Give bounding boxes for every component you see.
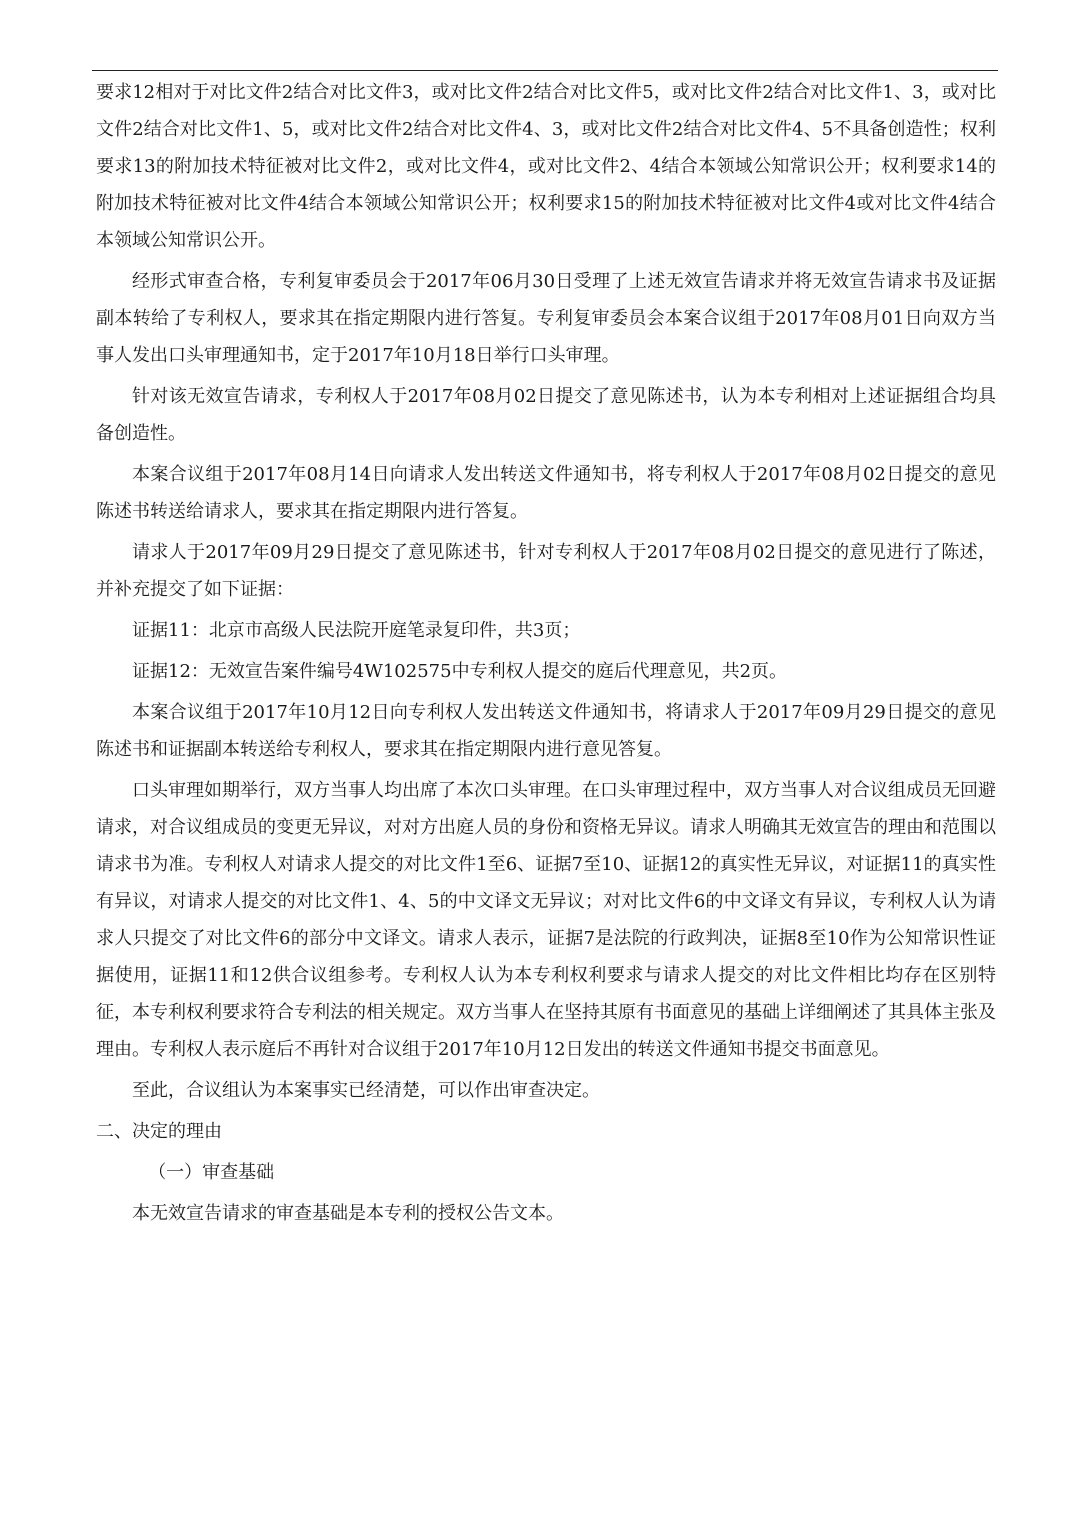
paragraph-requester-response: 请求人于2017年09月29日提交了意见陈述书，针对专利权人于2017年08月02日提交的意见进行了陈述，并补充提交了如下证据： <box>96 542 996 600</box>
paragraph-examination-basis: 本无效宣告请求的审查基础是本专利的授权公告文本。 <box>132 1203 564 1224</box>
paragraph-formal-review: 经形式审查合格，专利复审委员会于2017年06月30日受理了上述无效宣告请求并将无效宣告请求书及证据副本转给了专利权人，要求其在指定期限内进行答复。专利复审委员会本案合议组于2017年08月01日向双方当事人发出口头审理通知书，定于2017年10月18日举行口头审理。 <box>96 271 996 366</box>
paragraph-continuation: 要求12相对于对比文件2结合对比文件3，或对比文件2结合对比文件5，或对比文件2结合对比文件1、3，或对比文件2结合对比文件1、5，或对比文件2结合对比文件4、3，或对比文件2结合对比文件4、5不具备创造性；权利要求13的附加技术特征被对比文件2，或对比文件4，或对比文件2、4结合本领域公知常识公开；权利要求14的附加技术特征被对比文件4结合本领域公知常识公开；权利要求15的附加技术特征被对比文件4或对比文件4结合本领域公知常识公开。 <box>96 82 996 251</box>
document-body <box>96 74 996 1232</box>
section-heading: 二、决定的理由 <box>96 1121 222 1142</box>
paragraph-evidence-12: 证据12：无效宣告案件编号4W102575中专利权人提交的庭后代理意见，共2页。 <box>132 661 788 682</box>
header-rule <box>92 70 998 71</box>
paragraph-transfer-to-patentee: 本案合议组于2017年10月12日向专利权人发出转送文件通知书，将请求人于2017年09月29日提交的意见陈述书和证据副本转送给专利权人，要求其在指定期限内进行意见答复。 <box>96 702 996 760</box>
paragraph-evidence-11: 证据11：北京市高级人民法院开庭笔录复印件，共3页； <box>132 620 581 641</box>
paragraph-oral-hearing: 口头审理如期举行，双方当事人均出席了本次口头审理。在口头审理过程中，双方当事人对合议组成员无回避请求，对合议组成员的变更无异议，对对方出庭人员的身份和资格无异议。请求人明确其无效宣告的理由和范围以请求书为准。专利权人对请求人提交的对比文件1至6、证据7至10、证据12的真实性无异议，对证据11的真实性有异议，对请求人提交的对比文件1、4、5的中文译文无异议；对对比文件6的中文译文有异议，专利权人认为请求人只提交了对比文件6的部分中文译文。请求人表示，证据7是法院的行政判决，证据8至10作为公知常识性证据使用，证据11和12供合议组参考。专利权人认为本专利权利要求与请求人提交的对比文件相比均存在区别特征，本专利权利要求符合专利法的相关规定。双方当事人在坚持其原有书面意见的基础上详细阐述了其具体主张及理由。专利权人表示庭后不再针对合议组于2017年10月12日发出的转送文件通知书提交书面意见。 <box>96 780 996 1060</box>
paragraph-patentee-response: 针对该无效宣告请求，专利权人于2017年08月02日提交了意见陈述书，认为本专利相对上述证据组合均具备创造性。 <box>96 386 996 444</box>
paragraph-transfer-to-requester: 本案合议组于2017年08月14日向请求人发出转送文件通知书，将专利权人于2017年08月02日提交的意见陈述书转送给请求人，要求其在指定期限内进行答复。 <box>96 464 996 522</box>
paragraph-conclusion: 至此，合议组认为本案事实已经清楚，可以作出审查决定。 <box>132 1080 600 1101</box>
subsection-heading: （一）审查基础 <box>148 1162 275 1183</box>
